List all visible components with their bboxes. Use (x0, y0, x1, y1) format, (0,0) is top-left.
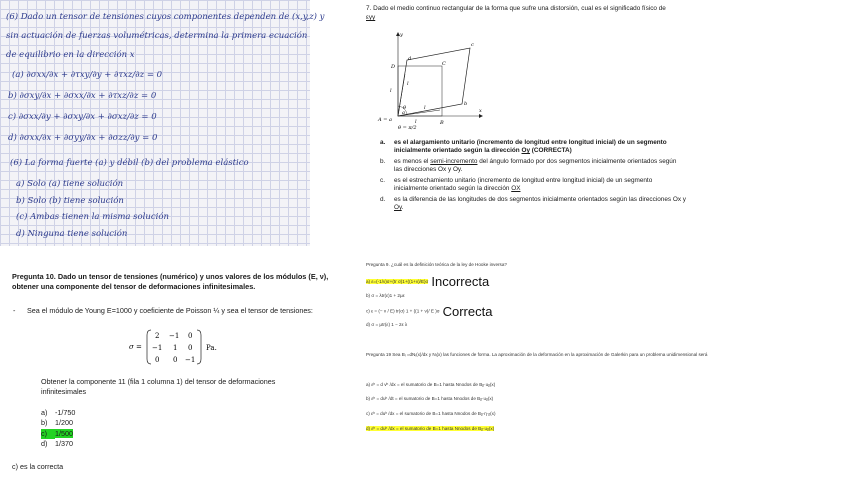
q19-option-d-highlighted[interactable]: d) εʰ = duʰ /dx = el sumatorio de B=1 hasta Nnodos de Bᵦ·uᵦ(x) (366, 426, 495, 431)
q19-option-b[interactable]: b) εʰ = duʰ /dt = el sumatorio de B=1 hasta Nnodos de Bᵦ·uᵦ(x) (366, 396, 494, 401)
note-line: (a) ∂σxx/∂x + ∂τxy/∂y + ∂τxz/∂z = 0 (12, 70, 163, 80)
question-10-statement: - Sea el módulo de Young E=1000 y coeficiente de Poisson ¼ y sea el tensor de tensiones: (13, 306, 313, 315)
option-a[interactable]: a. es el alargamiento unitario (incremento de longitud entre longitud inicial) de un segmento inicialmente orientado según la dirección Oy (CORRECTA) (380, 139, 667, 155)
svg-text:B: B (440, 120, 444, 126)
svg-text:l: l (407, 81, 409, 87)
q9-option-c[interactable]: c) ε = (− ν / E) tr(σ) 1 + ((1 + ν)/ E )σ Correcta (366, 304, 493, 319)
option-a[interactable]: a) -1/750 (41, 408, 76, 417)
handwritten-notes-image (0, 0, 325, 246)
svg-text:y: y (400, 32, 403, 38)
svg-text:Pa.: Pa. (206, 344, 217, 352)
note-line: d) Ninguna tiene solución (16, 229, 128, 239)
svg-text:−1: −1 (152, 344, 163, 352)
question-10-heading: Pregunta 10. Dado un tensor de tensiones (numérico) y unos valores de los módulos (E, ν), obtener una componente del tensor de deformaciones infinitesimales. (12, 272, 329, 291)
note-line: (c) Ambas tienen la misma solución (16, 212, 169, 222)
q9-option-b[interactable]: b) σ = λtr(ε)1 + 2με (366, 293, 405, 298)
question-10-options (41, 408, 75, 450)
svg-text:0: 0 (173, 356, 178, 364)
svg-text:A = a: A = a (378, 117, 392, 123)
question-19-title: Pregunta 19 Sea Bᵢ =dNᵢ(x)/dx y Nᵢ(x) las funciones de forma. La aproximación de la deformación en la aproximación de Galerkin para un problema unidimensional será (366, 352, 708, 357)
svg-text:−1: −1 (185, 356, 196, 364)
svg-text:C: C (442, 61, 446, 67)
svg-text:σ =: σ = (129, 343, 142, 351)
svg-text:θ: θ (403, 105, 407, 111)
svg-text:a: a (402, 110, 405, 116)
svg-text:l: l (424, 105, 426, 111)
svg-text:x: x (479, 108, 482, 114)
note-line: (6) La forma fuerte (a) y débil (b) del problema elástico (10, 158, 249, 168)
note-line: b) Solo (b) tiene solución (16, 196, 124, 206)
svg-text:D: D (391, 64, 396, 70)
note-line: b) ∂σxy/∂x + ∂σxx/∂x + ∂τxz/∂z = 0 (8, 91, 157, 101)
svg-text:l: l (390, 88, 392, 94)
question-10-ask: Obtener la componente 11 (fila 1 columna 1) del tensor de deformaciones infinitesimales (41, 377, 276, 396)
question-7-title: 7. Dado el medio continuo rectangular de la forma que sufre una distorsión, cual es el significado físico de εyy (366, 5, 666, 21)
question-7 (366, 4, 696, 230)
note-line: sin actuación de fuerzas volumétricas, determina la primera ecuación (6, 31, 308, 41)
svg-text:0: 0 (188, 344, 193, 352)
questions-9-19 (366, 258, 848, 477)
option-d[interactable]: d. es la diferencia de las longitudes de dos segmentos inicialmente orientados según las direcciones Ox y Oy. (380, 196, 687, 212)
stress-tensor-matrix (129, 327, 229, 367)
svg-text:0: 0 (155, 356, 160, 364)
incorrect-label: Incorrecta (431, 274, 490, 289)
question-10 (12, 272, 352, 472)
option-b[interactable]: b. es menos el semi-incremento del ángulo formado por dos segmentos inicialmente orientados según las direcciones Ox y Oy. (380, 158, 677, 174)
svg-text:c: c (471, 42, 474, 48)
option-b[interactable]: b) 1/200 (41, 418, 73, 428)
svg-text:0: 0 (188, 332, 193, 340)
q19-option-c[interactable]: c) εʰ = duʰ /dx = el sumatorio de B=1 hasta Nnodos de Bᵦ·η·ᵦ(x) (366, 411, 496, 416)
question-7-options (380, 139, 686, 215)
option-d[interactable]: d) 1/370 (41, 439, 73, 449)
note-line: (6) Dado un tensor de tensiones cuyos componentes dependen de (x,y,z) y (6, 12, 325, 22)
option-c[interactable]: c. es el estrechamiento unitario (incremento de longitud entre longitud inicial) de un segmento inicialmente orientado según la dirección OX (380, 177, 653, 193)
option-c-highlighted[interactable]: c) 1/500 (41, 428, 73, 438)
q9-option-d[interactable]: d) σ = μtr(ε) 1 − 2ε λ (366, 322, 408, 327)
question-9-title: Pregunta 9. ¿cuál es la definición teórica de la ley de Hooke inversa? (366, 262, 507, 267)
note-line: de equilibrio en la dirección x (6, 50, 135, 60)
svg-text:θ = π/2: θ = π/2 (398, 125, 417, 130)
correct-label: Correcta (442, 304, 493, 319)
svg-text:1: 1 (173, 344, 178, 352)
note-line: a) Solo (a) tiene solución (16, 179, 124, 189)
svg-text:−1: −1 (169, 332, 180, 340)
q19-option-a[interactable]: a) εʰ = d vʰ /dx = el sumatorio de B=1 hasta Nnodos de Bᵦ·uᵦ(x) (366, 382, 496, 387)
svg-text:l: l (415, 119, 417, 125)
note-line: c) ∂σxx/∂y + ∂σxy/∂x + ∂σxz/∂z = 0 (8, 112, 157, 122)
q9-option-a[interactable]: a) ε=(-1/ν)σ+(tr σ)1+((1+ν)/E)σ Incorrecta (366, 274, 490, 289)
svg-text:2: 2 (155, 332, 160, 340)
note-line: d) ∂σxx/∂x + ∂σyy/∂x + ∂σzz/∂y = 0 (8, 133, 158, 143)
question-10-answer: c) es la correcta (12, 462, 64, 471)
svg-text:b: b (464, 101, 468, 107)
distortion-diagram (376, 30, 486, 130)
svg-text:d: d (408, 56, 412, 62)
